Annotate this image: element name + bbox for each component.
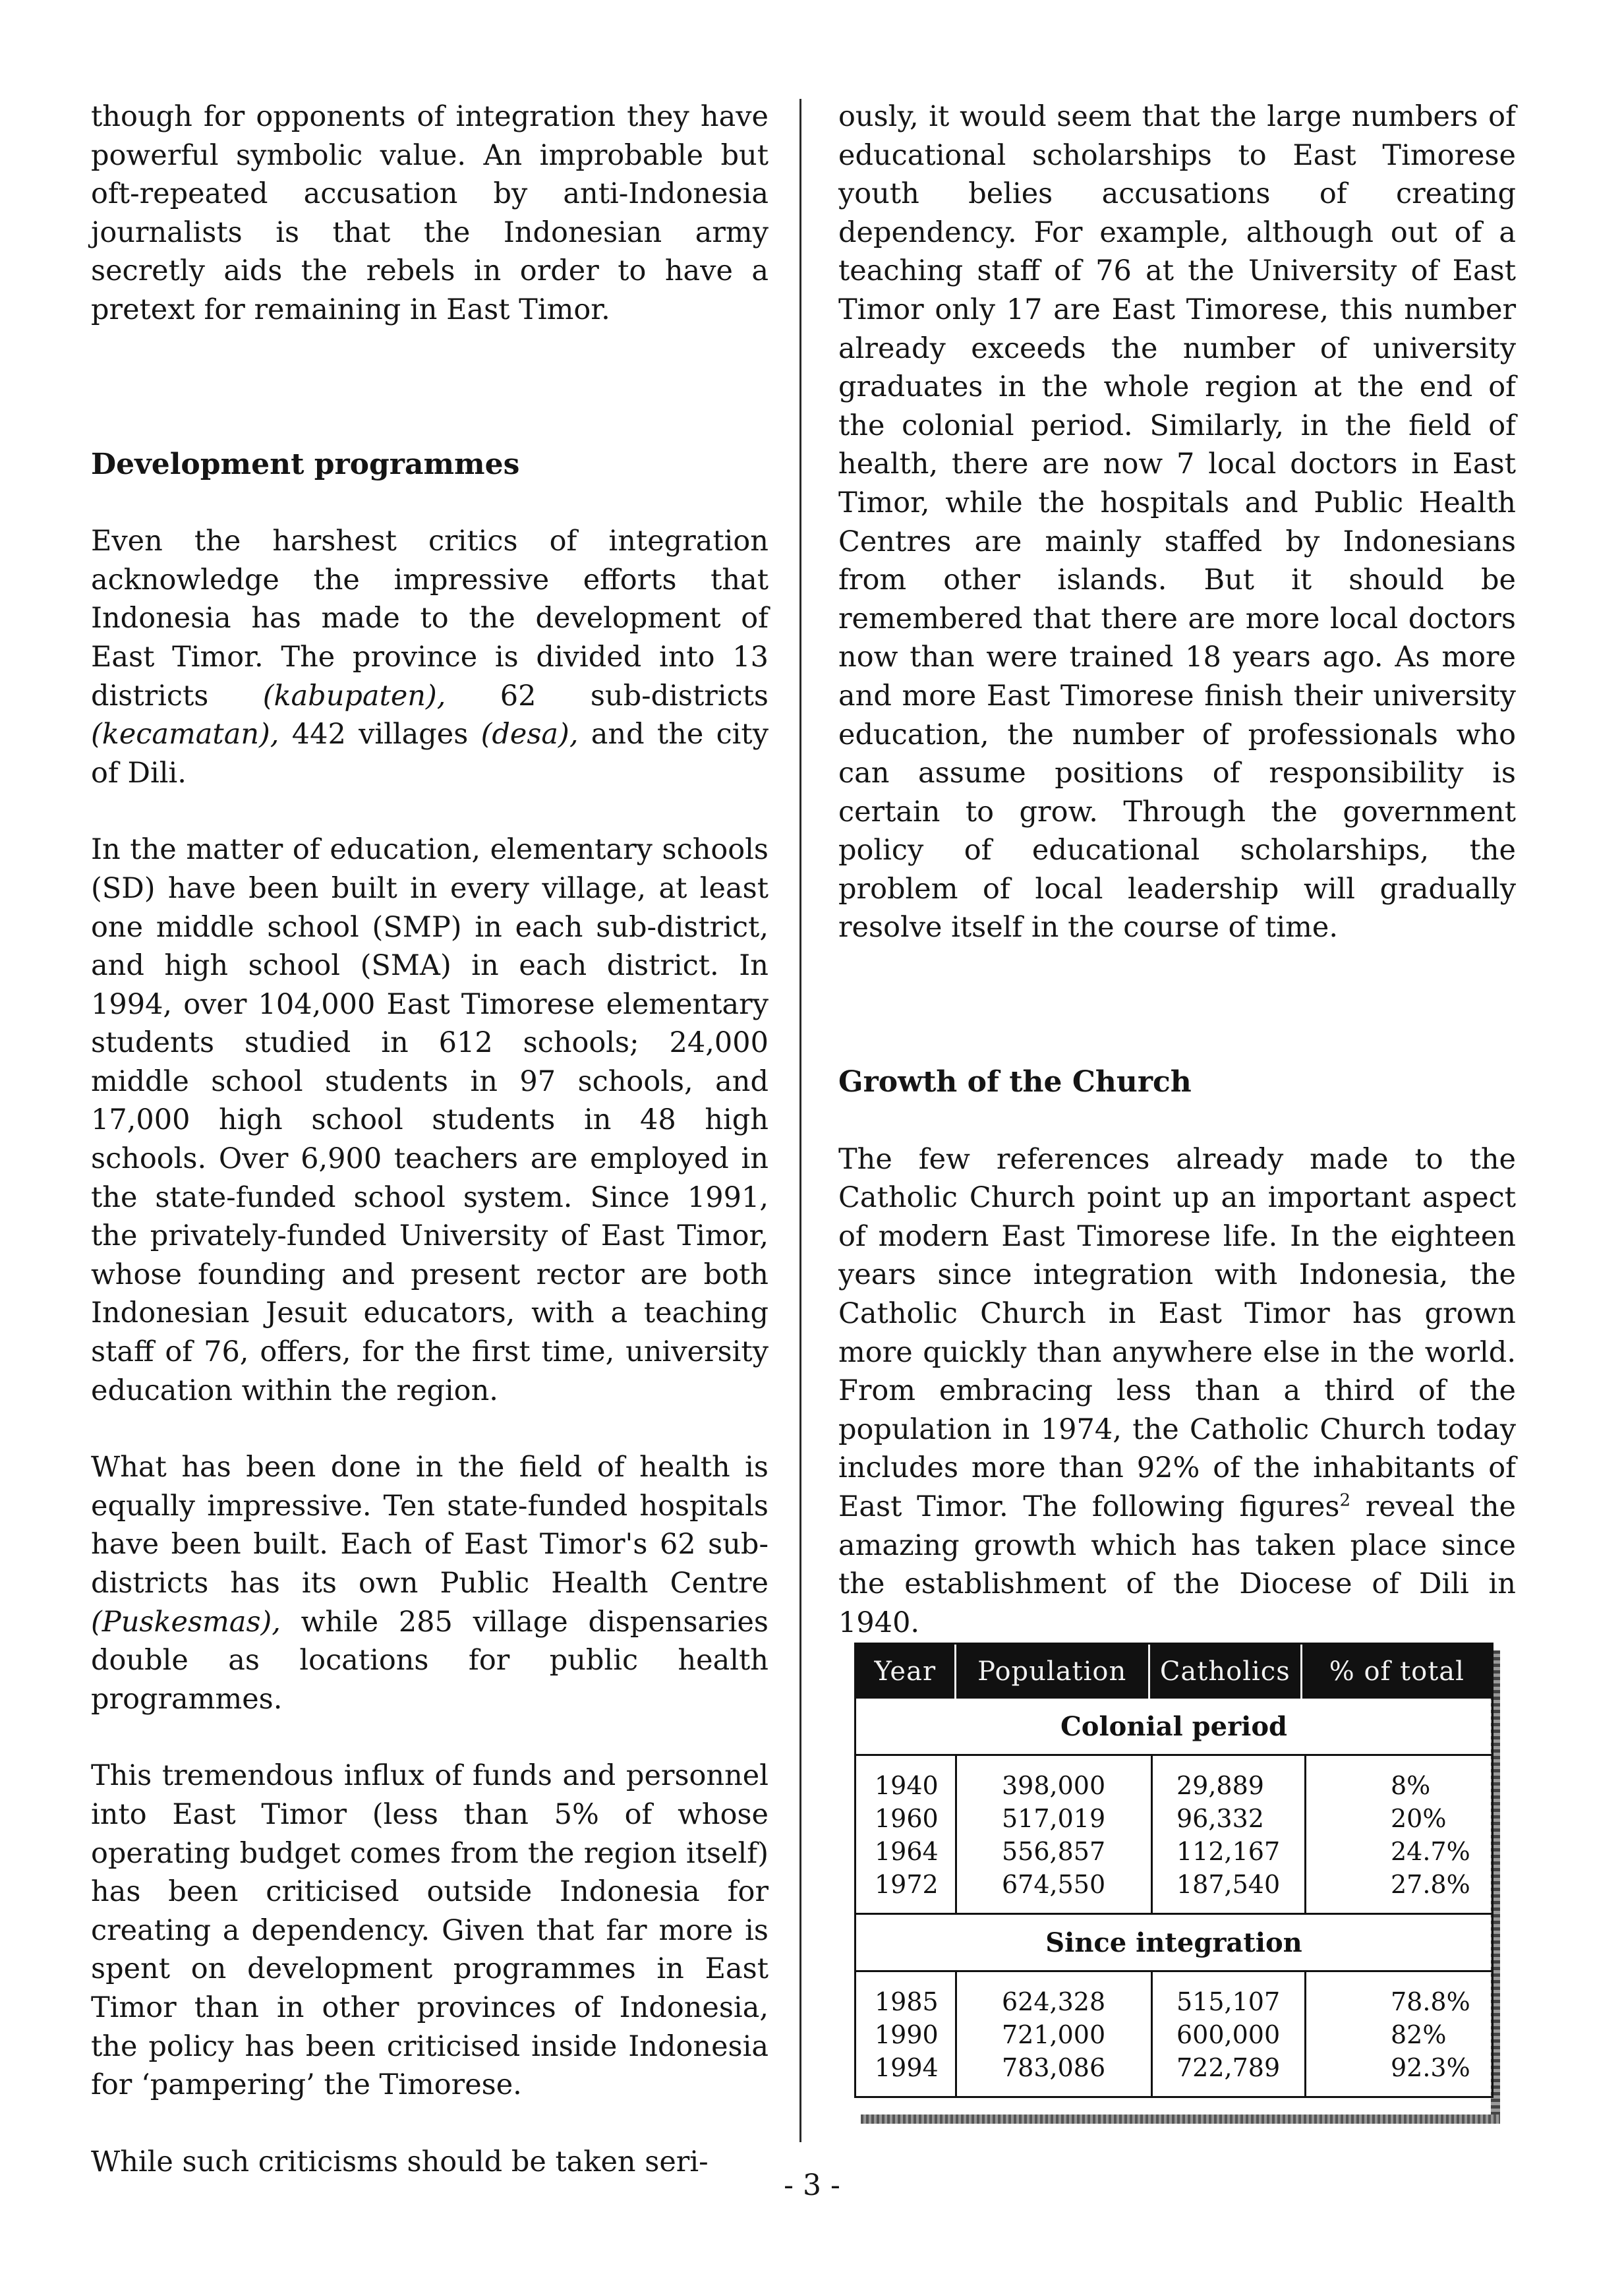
table-cell: 624,328 [1002, 1987, 1106, 2016]
table-cell: 8% [1391, 1771, 1431, 1800]
table-cell: 82% [1391, 2020, 1447, 2049]
column-divider [799, 99, 801, 2142]
table-cell: 1940 [875, 1771, 939, 1800]
left-column [91, 98, 768, 2181]
paragraph-continuation: ously, it would seem that the large numbers of educational scholarships to East Timorese youth belies accusations of creating dependency. For example, although out of a teaching staff of 76 at the University of East Timor only 17 are East Timorese, this number already exceeds the number of university graduates in the whole region at the end of the colonial period. Similarly, in the field of health, there are now 7 local doctors in East Timor, while the hospitals and Public Health Centres are mainly staffed by Indonesians from other islands. But it should be remembered that there are more local doctors now than were trained 18 years ago. As more and more East Timorese finish their university education, the number of professionals who can assume positions of responsibility is certain to grow. Through the government policy of educational scholarships, the problem of local leadership will gradually resolve itself in the course of time. [838, 100, 1516, 945]
table-cell: 722,789 [1176, 2053, 1281, 2082]
table-cell: 112,167 [1176, 1837, 1281, 1866]
table-header-row [856, 1645, 1492, 1699]
year-cell [856, 1756, 957, 1913]
catholics-cell [1153, 1756, 1306, 1913]
table-cell: 24.7% [1391, 1837, 1470, 1866]
percent-cell [1306, 1756, 1479, 1913]
section-colonial-period: Colonial period [856, 1699, 1492, 1756]
percent-cell [1306, 1972, 1479, 2096]
paragraph-development: Even the harshest critics of integration acknowledge the impressive efforts that Indonesia has made to the development of East Timor. The province is divided into 13 districts (kabupaten), 62 sub-districts (kecamatan), 442 villages (desa), and the city of Dili. [91, 525, 769, 790]
paragraph-health: What has been done in the field of health is equally impressive. Ten state-funded hospitals have been built. Each of East Timor's 62 sub-districts has its own Public Health Centre (Puskesmas), while 285 village dispensaries double as locations for public health programmes. [91, 1451, 768, 1716]
catholics-cell [1153, 1972, 1306, 2096]
table-rows-integration [856, 1972, 1492, 2096]
table-cell: 27.8% [1391, 1870, 1470, 1899]
table-cell: 92.3% [1391, 2053, 1470, 2082]
table-cell: 1960 [875, 1804, 939, 1833]
header-catholics: Catholics [1150, 1645, 1302, 1699]
heading-growth-of-the-church: Growth of the Church [838, 1065, 1192, 1099]
paragraph-influx: This tremendous influx of funds and personnel into East Timor (less than 5% of whose operating budget comes from the region itself) has been criticised outside Indonesia for creating a dependency. Given that far more is spent on development programmes in East Timor than in other provinces of Indonesia, the policy has been criticised inside Indonesia for ‘pampering’ the Timorese. [91, 1759, 768, 2102]
table-cell: 721,000 [1002, 2020, 1106, 2049]
footnote-marker: 2 [1339, 1490, 1351, 1511]
table-cell: 96,332 [1176, 1804, 1264, 1833]
year-cell [856, 1972, 957, 2096]
table-cell: 1994 [875, 2053, 939, 2082]
population-cell [957, 1972, 1153, 2096]
population-cell [957, 1756, 1153, 1913]
table-cell: 1985 [875, 1987, 939, 2016]
section-since-integration: Since integration [856, 1913, 1492, 1972]
table-shadow-bottom [861, 2114, 1500, 2124]
paragraph-education: In the matter of education, elementary schools (SD) have been built in every village, at least one middle school (SMP) in each sub-district, and high school (SMA) in each district. In 1994, over 104,000 East Timorese elementary students studied in 612 schools; 24,000 middle school students in 97 schools, and 17,000 high school students in 48 high schools. Over 6,900 teachers are employed in the state-funded school system. Since 1991, the privately-funded University of East Timor, whose founding and present rector are both Indonesian Jesuit educators, with a teaching staff of 76, offers, for the first time, university education within the region. [91, 833, 768, 1407]
table-cell: 29,889 [1176, 1771, 1264, 1800]
table-cell: 783,086 [1002, 2053, 1106, 2082]
paragraph-intro: though for opponents of integration they have powerful symbolic value. An improbable but oft-repeated accusation by anti-Indonesia journalists is that the Indonesian army secretly aids the rebels in order to have a pretext for remaining in East Timor. [91, 100, 768, 326]
table-cell: 515,107 [1176, 1987, 1281, 2016]
page-number: - 3 - [784, 2169, 840, 2202]
paragraph-church: The few references already made to the Catholic Church point up an important aspect of modern East Timorese life. In the eighteen years since integration with Indonesia, the Catholic Church in East Timor has grown more quickly than anywhere else in the world. From embracing less than a third of the population in 1974, the Catholic Church today includes more than 92% of the inhabitants of East Timor. The following figures$^2$ reveal the amazing growth which has taken place since the establishment of the Diocese of Dili in 1940. [838, 1142, 1516, 1639]
header-population: Population [956, 1645, 1150, 1699]
table-cell: 1972 [875, 1870, 939, 1899]
header-percent-of-total: % of total [1329, 1656, 1464, 1687]
table-cell: 20% [1391, 1804, 1447, 1833]
right-column [838, 98, 1516, 1642]
header-year: Year [856, 1645, 956, 1699]
table-cell: 187,540 [1176, 1870, 1281, 1899]
table-rows-colonial [856, 1756, 1492, 1913]
table-cell: 1990 [875, 2020, 939, 2049]
catholic-population-table [854, 1643, 1494, 2098]
heading-development-programmes: Development programmes [91, 447, 520, 481]
table-cell: 517,019 [1002, 1804, 1106, 1833]
table-cell: 556,857 [1002, 1837, 1106, 1866]
table-cell: 674,550 [1002, 1870, 1106, 1899]
table-cell: 398,000 [1002, 1771, 1106, 1800]
paragraph-criticisms: While such criticisms should be taken seri- [91, 2145, 709, 2178]
table-cell: 1964 [875, 1837, 939, 1866]
table-cell: 78.8% [1391, 1987, 1470, 2016]
table-cell: 600,000 [1176, 2020, 1281, 2049]
